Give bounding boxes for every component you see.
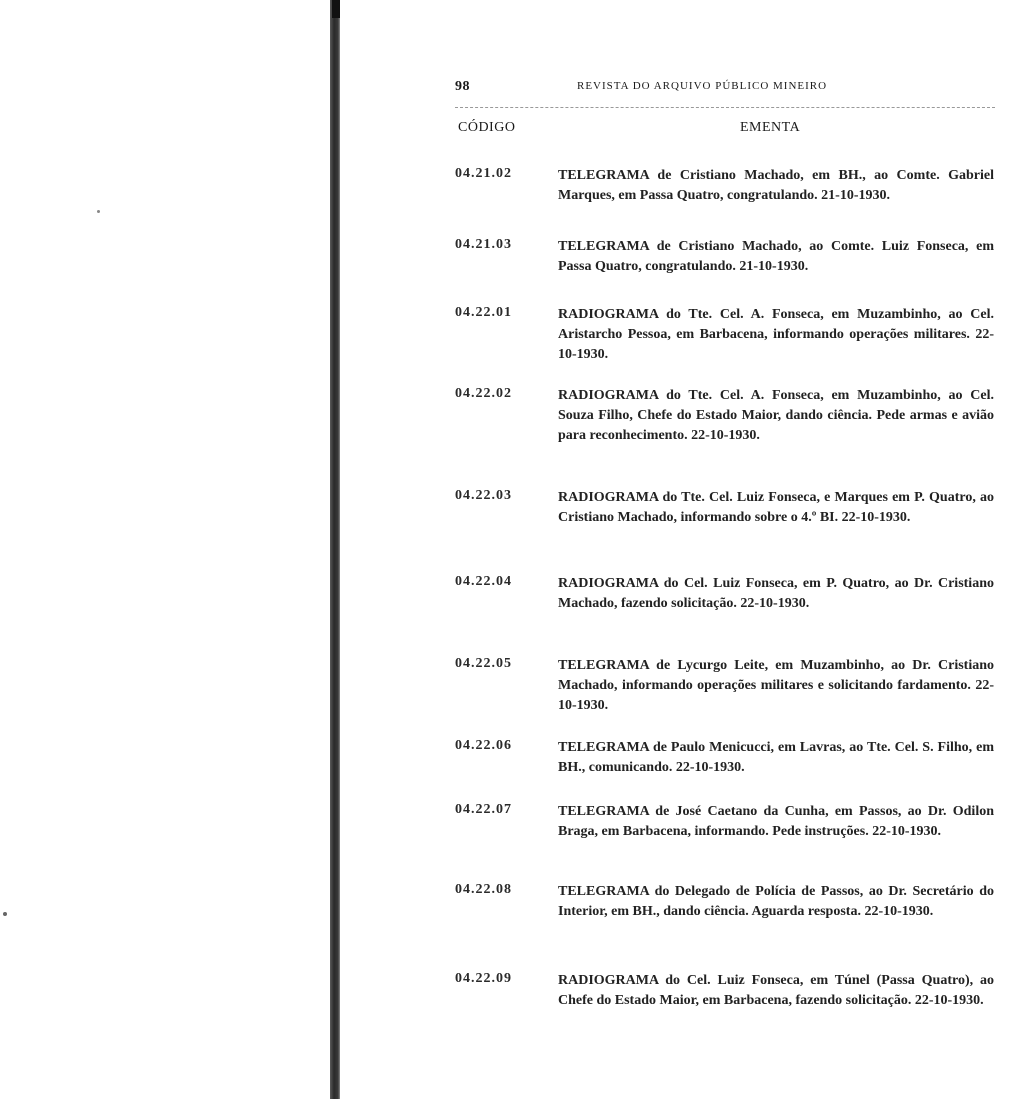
running-title: REVISTA DO ARQUIVO PÚBLICO MINEIRO — [577, 80, 828, 92]
entry-code: 04.22.09 — [455, 971, 512, 986]
entry-code: 04.21.02 — [455, 166, 512, 181]
entry-text: TELEGRAMA do Delegado de Polícia de Passos, ao Dr. Secretário do Interior, em BH., dando ciência. Aguarda resposta. 22-10-1930. — [558, 884, 994, 919]
entry-text: RADIOGRAMA do Tte. Cel. Luiz Fonseca, e Marques em P. Quatro, ao Cristiano Machado, informando sobre o 4.º BI. 22-10-1930. — [558, 490, 994, 525]
entry-code: 04.22.01 — [455, 305, 512, 320]
entry-text: TELEGRAMA de José Caetano da Cunha, em Passos, ao Dr. Odilon Braga, em Barbacena, informando. Pede instruções. 22-10-1930. — [558, 804, 994, 839]
entry-text: RADIOGRAMA do Tte. Cel. A. Fonseca, em Muzambinho, ao Cel. Souza Filho, Chefe do Estado Maior, dando ciência. Pede armas e avião para reconhecimento. 22-10-1930. — [558, 388, 994, 443]
scan-speck — [97, 210, 100, 213]
entry-text: TELEGRAMA de Cristiano Machado, ao Comte. Luiz Fonseca, em Passa Quatro, congratulando. 21-10-1930. — [558, 239, 994, 274]
entry-code: 04.22.03 — [455, 488, 512, 503]
entry-text: TELEGRAMA de Paulo Menicucci, em Lavras, ao Tte. Cel. S. Filho, em BH., comunicando. 22-10-1930. — [558, 740, 994, 775]
page-header — [455, 79, 995, 99]
entry-text: TELEGRAMA de Cristiano Machado, em BH., ao Comte. Gabriel Marques, em Passa Quatro, congratulando. 21-10-1930. — [558, 168, 994, 203]
book-spine — [330, 0, 340, 1099]
scan-speck — [3, 912, 7, 916]
entry-code: 04.22.08 — [455, 882, 512, 897]
entry-text: RADIOGRAMA do Cel. Luiz Fonseca, em Túnel (Passa Quatro), ao Chefe do Estado Maior, em Barbacena, fazendo solicitação. 22-10-1930. — [558, 973, 994, 1008]
entry-code: 04.22.05 — [455, 656, 512, 671]
entry-code: 04.22.07 — [455, 802, 512, 817]
entry-text: RADIOGRAMA do Tte. Cel. A. Fonseca, em Muzambinho, ao Cel. Aristarcho Pessoa, em Barbacena, informando operações militares. 22-10-1930. — [558, 307, 994, 362]
entry-text: TELEGRAMA de Lycurgo Leite, em Muzambinho, ao Dr. Cristiano Machado, informando operações militares e solicitando fardamento. 22-10-1930. — [558, 658, 994, 713]
header-rule — [455, 107, 995, 109]
entry-code: 04.22.04 — [455, 574, 512, 589]
entry-code: 04.22.06 — [455, 738, 512, 753]
page-number: 98 — [455, 79, 470, 94]
entry-code: 04.22.02 — [455, 386, 512, 401]
entry-code: 04.21.03 — [455, 237, 512, 252]
column-header-ementa: EMENTA — [740, 120, 801, 135]
column-header-codigo: CÓDIGO — [458, 120, 516, 135]
entry-text: RADIOGRAMA do Cel. Luiz Fonseca, em P. Quatro, ao Dr. Cristiano Machado, fazendo solicitação. 22-10-1930. — [558, 576, 994, 611]
